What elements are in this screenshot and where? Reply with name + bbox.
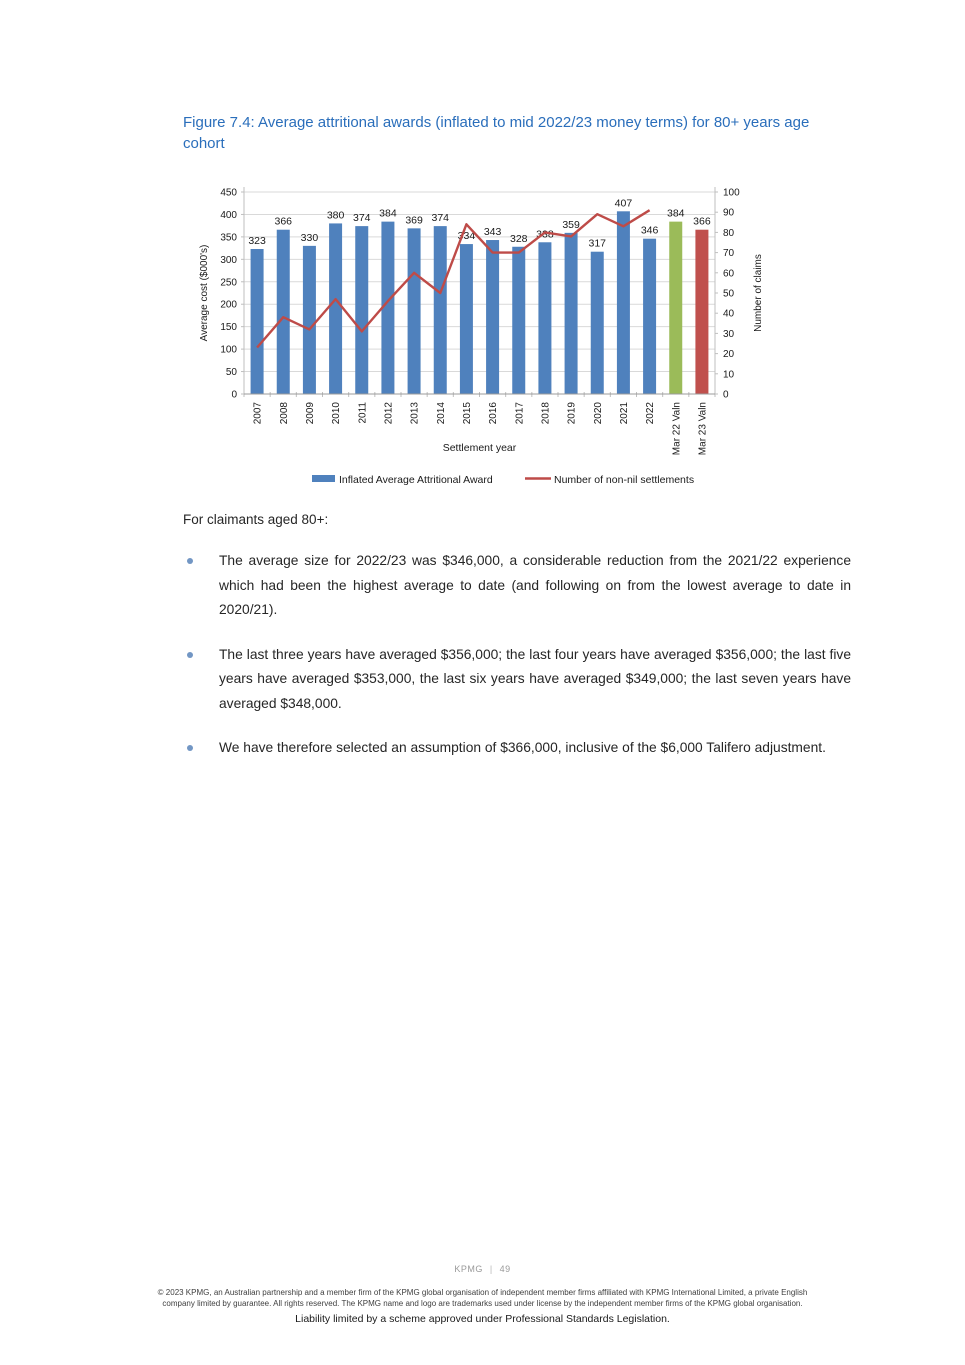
right-axis-tick-label: 10 [723,369,735,381]
figure-title: Figure 7.4: Average attritional awards (inflated to mid 2022/23 money terms) for 80+ years age cohort [183,114,810,152]
bar-2011 [355,226,368,394]
bar-2016 [486,240,499,394]
right-axis-tick-label: 50 [723,288,735,300]
x-axis-category-label: 2013 [409,402,421,425]
page-footer [0,1264,965,1325]
bullet-text: We have therefore selected an assumption of $366,000, inclusive of the $6,000 Talifero adjustment. [219,740,826,755]
bar-value-label: 407 [614,197,633,210]
left-axis-tick-label: 0 [231,389,237,401]
x-axis-title: Settlement year [442,442,517,454]
disclaimer-line: company limited by guarantee. All rights reserved. The KPMG name and logo are trademarks used under license by the independent member firms of the KPMG global organisation. [162,1298,803,1308]
bar-value-label: 366 [693,215,711,228]
legend-label-bar: Inflated Average Attritional Award [339,474,493,486]
bar-mar-22-valn [669,222,682,394]
bar-mar-23-valn [695,230,708,394]
right-axis-tick-label: 30 [723,328,735,340]
right-axis-tick-label: 60 [723,268,735,280]
left-axis-tick-label: 350 [220,232,237,244]
x-axis-category-label: 2022 [645,402,657,425]
page-number-line [0,1264,965,1274]
bar-value-label: 380 [326,209,345,222]
bullet-list [183,549,851,761]
figure-chart [195,181,775,496]
bullet-text: The average size for 2022/23 was $346,000, a considerable reduction from the 2021/22 experience which had been the highest average to date (and following on from the lowest average to date in 2020/21). [219,553,851,617]
bar-value-label: 343 [483,226,502,239]
intro-text: For claimants aged 80+: [183,512,329,527]
bar-2021 [617,211,630,394]
page-content [183,112,851,781]
bar-2015 [460,244,473,394]
figure-chart-svg [195,181,775,491]
x-axis-category-label: 2018 [540,402,552,425]
bar-2017 [512,247,525,394]
bar-value-label: 366 [274,215,293,228]
right-axis-tick-label: 90 [723,207,735,219]
x-axis-category-label: Mar 23 Valn [697,401,709,456]
footer-separator: | [489,1264,493,1274]
bar-value-label: 334 [457,230,476,243]
x-axis-category-label: 2015 [461,402,473,425]
bar-value-label: 369 [405,214,423,227]
right-axis-title: Number of claims [753,254,764,332]
bar-value-label: 330 [300,231,319,244]
right-axis-tick-label: 0 [723,389,729,401]
left-axis-tick-label: 200 [220,299,237,311]
left-axis-tick-label: 300 [220,254,237,266]
right-axis-tick-label: 20 [723,349,735,361]
bar-2007 [251,249,264,394]
bar-value-label: 338 [536,228,554,241]
footer-liability: Liability limited by a scheme approved under Professional Standards Legislation. [295,1313,670,1325]
legend-swatch-bar [312,475,335,482]
bar-value-label: 359 [562,218,580,231]
left-axis-tick-label: 100 [220,344,237,356]
footer-brand: KPMG [454,1264,483,1274]
disclaimer-line: © 2023 KPMG, an Australian partnership and a member firm of the KPMG global organisation of independent member firms affiliated with KPMG International Limited, a private English [157,1288,808,1297]
right-axis-tick-label: 80 [723,227,735,239]
bar-value-label: 317 [588,237,607,250]
left-axis-tick-label: 150 [220,322,237,334]
x-axis-category-label: 2019 [566,402,578,425]
bar-2014 [434,226,447,394]
x-axis-category-label: 2021 [618,402,630,425]
bullet-item [183,736,851,761]
bar-2019 [565,233,578,394]
bar-2008 [277,230,290,394]
left-axis-tick-label: 250 [220,277,237,289]
bar-2009 [303,246,316,394]
bar-value-label: 346 [640,224,659,237]
x-axis-category-label: 2012 [383,402,395,425]
right-axis-tick-label: 70 [723,248,735,260]
x-axis-category-label: 2017 [514,402,526,425]
right-axis-tick-label: 100 [723,187,740,199]
bar-value-label: 384 [666,207,685,220]
x-axis-category-label: 2011 [357,402,369,424]
bar-value-label: 323 [248,235,266,248]
bar-2022 [643,239,656,394]
footer-disclaimer [103,1288,863,1309]
x-axis-category-label: 2014 [435,402,447,425]
bar-value-label: 374 [431,212,450,225]
bar-2013 [408,228,421,394]
bullet-text: The last three years have averaged $356,000; the last four years have averaged $356,000; the last five years have averaged $353,000, the last six years have averaged $349,000; the last seven years have averaged $348,000. [219,646,851,711]
bar-2018 [538,242,551,394]
x-axis-category-label: 2008 [278,402,290,425]
left-axis-title: Average cost ($000's) [199,244,210,342]
bullet-icon [187,558,193,564]
bullet-item [183,549,851,623]
bar-value-label: 374 [352,212,371,225]
x-axis-category-label: 2009 [304,402,316,425]
bar-2010 [329,223,342,394]
bar-value-label: 384 [379,207,397,220]
x-axis-category-label: 2016 [488,402,500,425]
left-axis-tick-label: 400 [220,209,237,221]
bar-2020 [591,252,604,394]
legend-label-line: Number of non-nil settlements [554,474,695,486]
x-axis-category-label: 2020 [592,402,604,425]
left-axis-tick-label: 50 [225,367,237,379]
x-axis-category-label: 2010 [331,402,343,425]
bullet-item [183,643,851,717]
bar-value-label: 328 [509,232,528,245]
right-axis-tick-label: 40 [723,308,735,320]
bullet-icon [187,652,193,658]
x-axis-category-label: 2007 [252,402,264,425]
left-axis-tick-label: 450 [220,187,237,199]
bullet-icon [187,745,193,751]
footer-page-number: 49 [499,1264,511,1274]
x-axis-category-label: Mar 22 Valn [671,402,683,456]
